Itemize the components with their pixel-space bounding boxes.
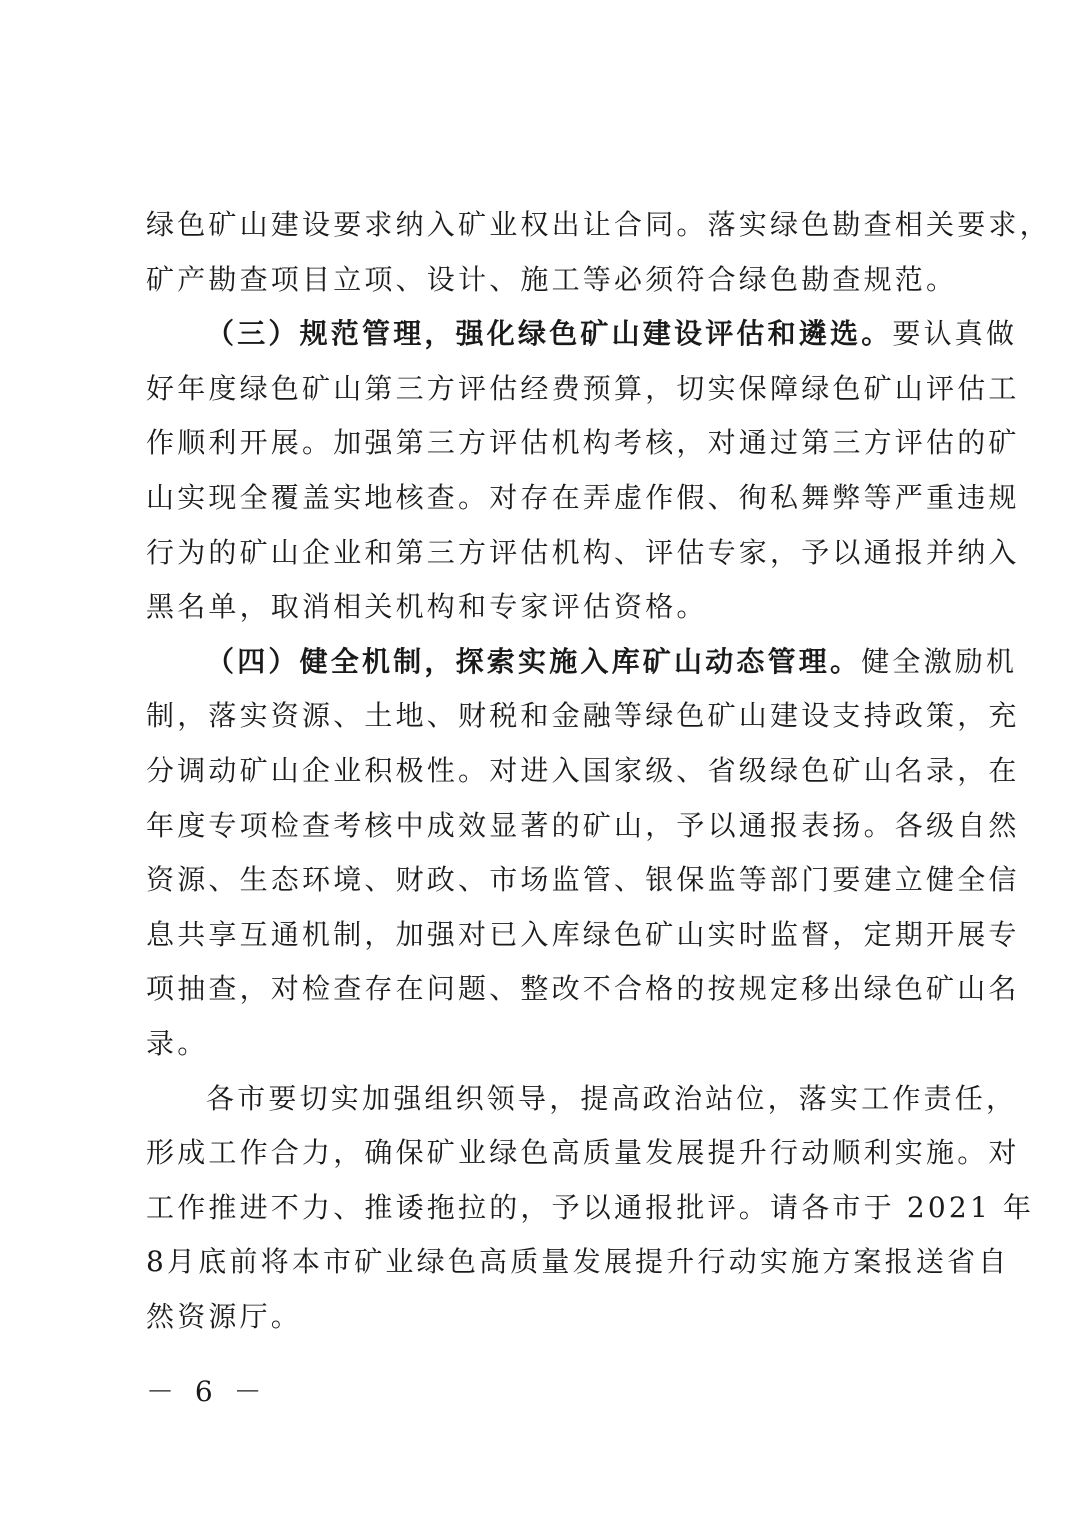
- body-text: [146, 198, 1051, 1344]
- paragraph-line: 行为的矿山企业和第三方评估机构、评估专家，予以通报并纳入: [146, 535, 1020, 569]
- section-3-first-line: [146, 307, 1018, 362]
- paragraph-line: 黑名单，取消相关机构和专家评估资格。: [146, 590, 708, 624]
- paragraph-line: 工作推进不力、推诿拖拉的，予以通报批评。请各市于 2021 年: [146, 1190, 1035, 1224]
- paragraph-line: 然资源厅。: [146, 1299, 303, 1333]
- paragraph-line: 分调动矿山企业积极性。对进入国家级、省级绿色矿山名录，在: [146, 753, 1020, 787]
- section-3-heading: （三）规范管理，强化绿色矿山建设评估和遴选。: [206, 317, 893, 351]
- paragraph-line: 年度专项检查考核中成效显著的矿山，予以通报表扬。各级自然: [146, 808, 1020, 842]
- paragraph-line: 作顺利开展。加强第三方评估机构考核，对通过第三方评估的矿: [146, 426, 1020, 460]
- paragraph-line: 录。: [146, 1026, 209, 1060]
- paragraph-line: 矿产勘查项目立项、设计、施工等必须符合绿色勘查规范。: [146, 262, 958, 296]
- paragraph-line: 山实现全覆盖实地核查。对存在弄虚作假、徇私舞弊等严重违规: [146, 480, 1020, 514]
- paragraph-line: 息共享互通机制，加强对已入库绿色矿山实时监督，定期开展专: [146, 917, 1020, 951]
- paragraph-line: 绿色矿山建设要求纳入矿业权出让合同。落实绿色勘查相关要求，: [146, 208, 1051, 241]
- paragraph-line: 各市要切实加强组织领导，提高政治站位，落实工作责任，: [206, 1081, 1018, 1115]
- paragraph-line: 制，落实资源、土地、财税和金融等绿色矿山建设支持政策，充: [146, 699, 1020, 733]
- page-number: － 6 －: [146, 1375, 268, 1408]
- paragraph-line: 8月底前将本市矿业绿色高质量发展提升行动实施方案报送省自: [146, 1245, 1010, 1279]
- paragraph-line: 资源、生态环境、财政、市场监管、银保监等部门要建立健全信: [146, 863, 1020, 897]
- section-4-heading: （四）健全机制，探索实施入库矿山动态管理。: [206, 644, 862, 678]
- paragraph-line: 形成工作合力，确保矿业绿色高质量发展提升行动顺利实施。对: [146, 1136, 1020, 1170]
- paragraph-line: 要认真做: [892, 317, 1018, 351]
- paragraph-line: 项抽查，对检查存在问题、整改不合格的按规定移出绿色矿山名: [146, 972, 1020, 1006]
- section-4-first-line: [146, 635, 1018, 690]
- paragraph-line: 健全激励机: [861, 644, 1018, 678]
- paragraph-line: 好年度绿色矿山第三方评估经费预算，切实保障绿色矿山评估工: [146, 371, 1020, 405]
